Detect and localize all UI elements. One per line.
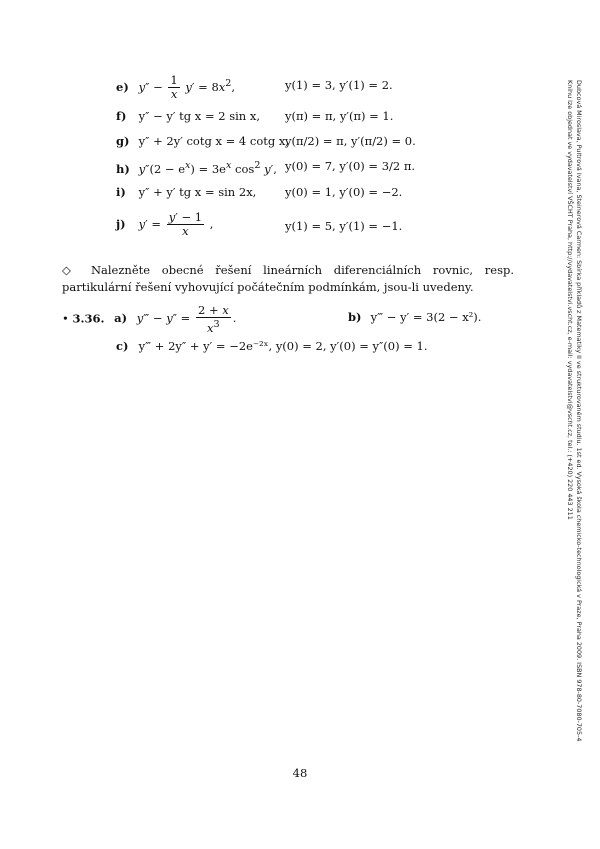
initial-conditions: y(1) = 5, y′(1) = −1. [285,219,403,233]
exercise-label: h) [116,161,130,176]
side-note-order-info: Knihu lze objednat ve vydavatelství VŠCHT Praha, http://vydavatelstvi.vscht.cz, e-mail: vydavatelstvi@vscht.cz, tel.: (+420) 220 443 211 [566,80,574,520]
exercise-i [116,185,256,199]
exercise-g [116,134,289,148]
equation: y″ + 2y′ cotg x = 4 cotg x, [138,134,290,148]
equation: y‴ + 2y″ + y′ = −2e⁻²ˣ, y(0) = 2, y′(0) = y″(0) = 1. [138,339,428,353]
equation: y″ + y′ tg x = sin 2x, [138,185,257,199]
bullet-icon: • [62,311,69,326]
exercise-label: c) [116,339,129,353]
page-number: 48 [292,766,308,780]
exercise-h [116,159,277,176]
exercise-label: g) [116,134,130,148]
exercise-label: b) [348,310,362,324]
initial-conditions: y(π) = π, y′(π) = 1. [285,109,394,123]
equation: y‴ − y″ = $\frac{2 + x}{x^3}$ . [136,303,237,335]
exercise-label: f) [116,109,127,123]
problem-3-36 [62,304,236,335]
equation: $y''(2 - e^x) = 3e^x$ $\cos^2 y'$, [138,160,277,176]
equation: y″ − $\frac{1}{x}$ $y' = 8x^2$, [138,73,236,101]
initial-conditions: y(0) = 7, y′(0) = 3/2 π. [285,159,416,173]
exercise-j [116,211,213,238]
side-note-citation: Dubcová Miroslava, Pultrová Ivana, Steinerová Carmen: Sbírka příkladů z Matematiky II ve strukturovaném studiu. 1st ed. Vysoká škola chemicko-technologická v Praze, Praha 2009. ISBN 978-80-7080-705-4 [575,80,583,742]
exercise-f [116,109,260,123]
equation: y‴ − y′ = 3(2 − x²). [370,310,482,324]
exercise-label: e) [116,79,129,94]
exercise-label: j) [116,216,126,231]
exercise-c [116,339,428,353]
initial-conditions: y(π/2) = π, y′(π/2) = 0. [285,134,416,148]
initial-conditions: y(0) = 1, y′(0) = −2. [285,185,403,199]
side-note [565,80,583,742]
diamond-icon: ◇ [62,263,79,277]
initial-conditions: y(1) = 3, y′(1) = 2. [285,78,393,92]
exercise-b [348,310,481,324]
exercise-label: a) [114,311,128,326]
equation: y′ = $\frac{y' - 1}{x}$ , [138,210,214,238]
equation: y″ − y′ tg x = 2 sin x, [138,109,260,123]
exercise-e [116,74,235,101]
instruction-paragraph [62,262,514,296]
instruction-text: Nalezněte obecné řešení lineárních diferenciálních rovnic, resp. partikulární řešení vyhovující počátečním podmínkám, jsou-li uvedeny. [62,263,514,294]
exercise-label: i) [116,185,126,199]
problem-id: 3.36. [72,311,105,326]
